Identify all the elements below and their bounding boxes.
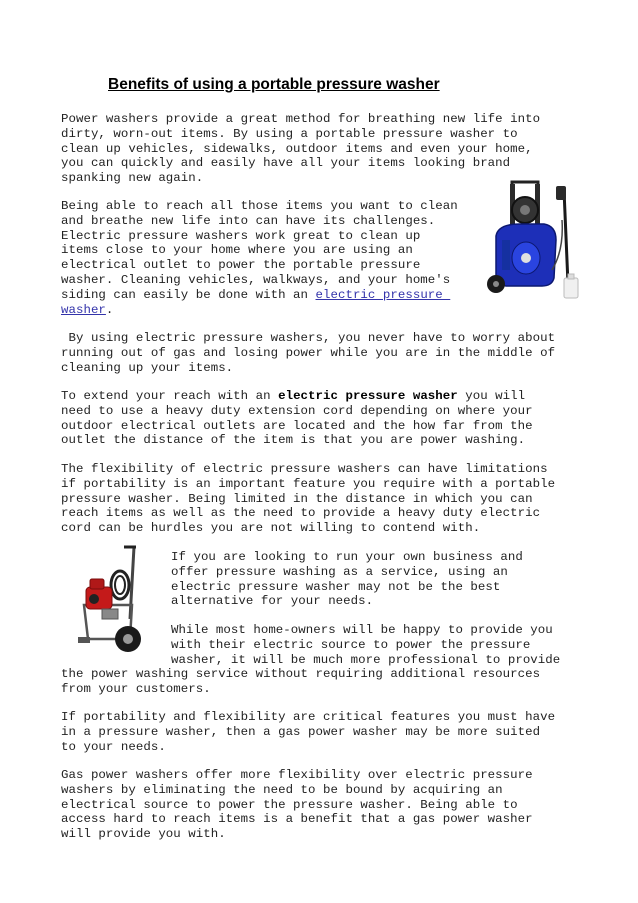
document-title: Benefits of using a portable pressure washer [108, 76, 440, 93]
paragraph-homeowners [171, 623, 560, 667]
paragraph-homeowners-cont [61, 667, 540, 697]
text-line: To extend your reach with an [61, 389, 279, 403]
text-line: alternative for your needs. [171, 594, 374, 609]
text-line: you will [457, 389, 526, 403]
text-line: pressure washer. Being limited in the distance in which you can [61, 491, 533, 506]
text-line: washer, it will be much more professional to provide [171, 652, 561, 667]
text-line: electrical source to power the pressure washer. Being able to [61, 797, 518, 812]
text-line: Being able to reach all those items you want to clean [61, 199, 458, 213]
text-line: washers by eliminating the need to be bound by acquiring an [61, 782, 503, 797]
text-line: in a pressure washer, then a gas power washer may be more suited [61, 724, 541, 739]
text-line: outdoor electrical outlets are located and the how far from the [61, 418, 533, 433]
text-line: By using electric pressure washers, you never have to worry about [61, 331, 556, 345]
text-line: While most home-owners will be happy to provide you [171, 623, 553, 637]
bold-keyword: electric pressure washer [278, 389, 458, 403]
paragraph-gas-washers [61, 768, 533, 842]
text-line: to your needs. [61, 739, 166, 754]
text-line: the power washing service without requiring additional resources [61, 667, 541, 681]
text-line: offer pressure washing as a service, using an [171, 564, 508, 579]
text-line: access hard to reach items is a benefit that a gas power washer [61, 812, 533, 827]
text-line: need to use a heavy duty extension cord depending on where your [61, 403, 533, 418]
text-line: Power washers provide a great method for breathing new life into [61, 112, 541, 126]
text-line: reach items as well as the need to provide a heavy duty electric [61, 506, 541, 521]
text-line: from your customers. [61, 681, 211, 696]
text-line: cleaning up your items. [61, 360, 234, 375]
paragraph-business [171, 550, 523, 609]
text-line: electric pressure washer may not be the best [171, 579, 501, 594]
text-line: and breathe new life into can have its challenges. [61, 213, 436, 228]
text-line: If you are looking to run your own business and [171, 550, 523, 564]
text-line: The flexibility of electric pressure washers can have limitations [61, 462, 548, 476]
text-line: with their electric source to power the pressure [171, 637, 531, 652]
electric-pressure-washer-image [472, 180, 582, 302]
text-line: dirty, worn-out items. By using a portable pressure washer to [61, 126, 518, 141]
text-line: washer. Cleaning vehicles, walkways, and your home's [61, 272, 451, 287]
text-line: outlet the distance of the item is that you are power washing. [61, 433, 526, 448]
text-line: if portability is an important feature you require with a portable [61, 476, 556, 491]
gas-pressure-washer-image [72, 543, 152, 657]
electric-pressure-washer-link[interactable]: electric pressure [315, 287, 451, 302]
text-line: items close to your home where you are using an [61, 243, 413, 258]
text-line: Gas power washers offer more flexibility over electric pressure [61, 768, 533, 782]
text-line: spanking new again. [61, 171, 204, 186]
text-line: Electric pressure washers work great to clean up [61, 228, 421, 243]
text-punct: . [105, 302, 114, 317]
electric-pressure-washer-link-cont[interactable]: washer [61, 302, 106, 317]
text-line: siding can easily be done with an [61, 287, 316, 302]
text-line: electrical outlet to power the portable pressure [61, 258, 421, 273]
text-line: cord can be hurdles you are not willing to contend with. [61, 521, 481, 536]
text-line: clean up vehicles, sidewalks, outdoor items and even your home, [61, 141, 533, 156]
text-line: you can quickly and easily have all your items looking brand [61, 156, 511, 171]
text-line: will provide you with. [61, 827, 226, 842]
paragraph-no-worry [61, 331, 555, 375]
paragraph-extend-reach [61, 389, 533, 448]
paragraph-intro [61, 112, 540, 186]
text-line: running out of gas and losing power while you are in the middle of [61, 345, 556, 360]
text-line: If portability and flexibility are critical features you must have [61, 710, 556, 724]
paragraph-reach [61, 199, 458, 317]
paragraph-flexibility [61, 462, 555, 536]
paragraph-portability [61, 710, 555, 754]
